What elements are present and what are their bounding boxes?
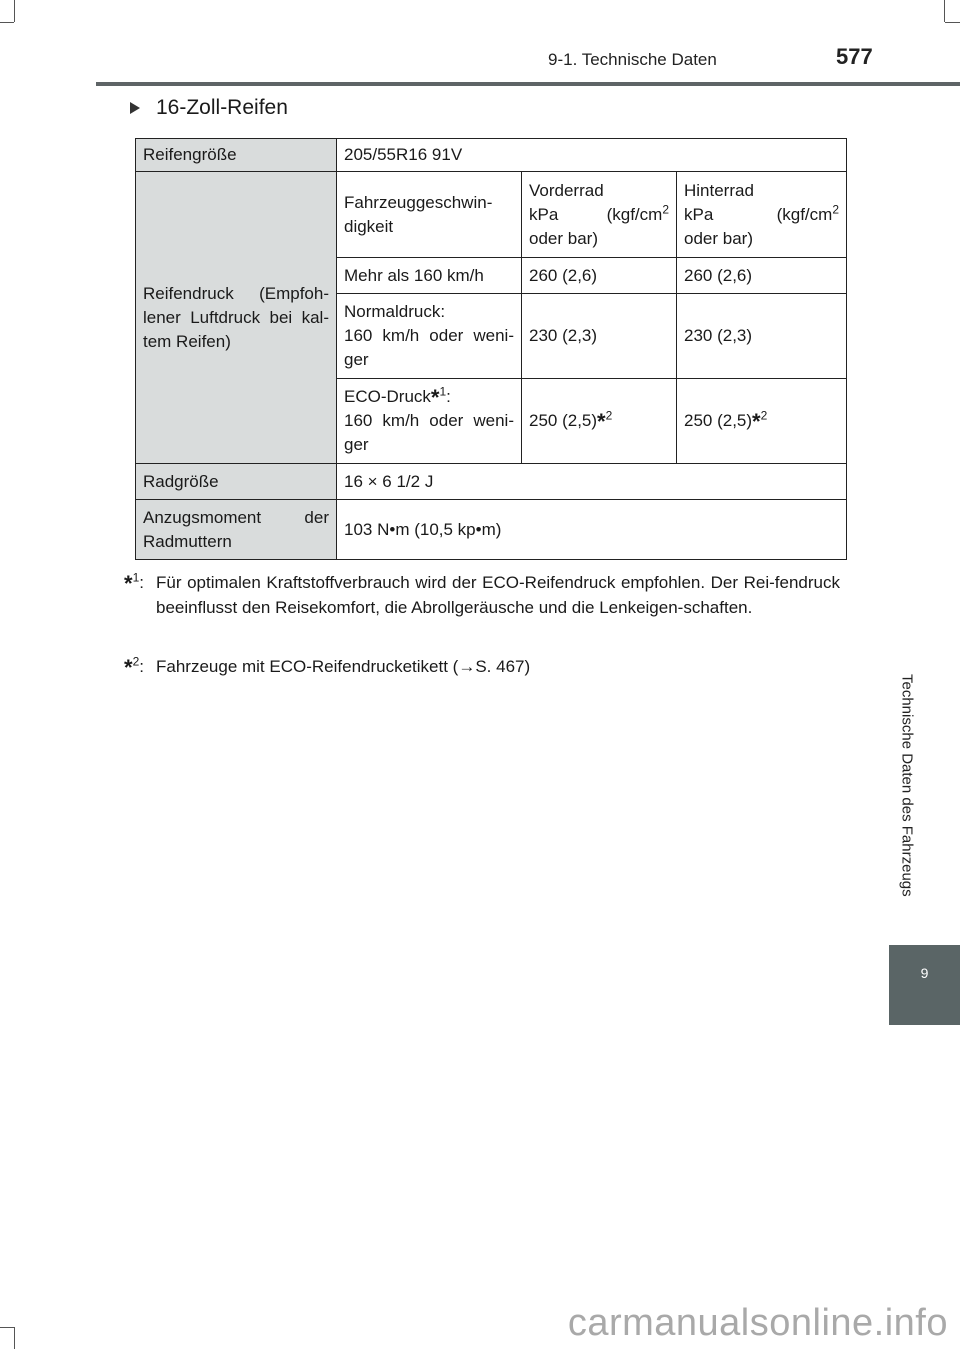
column-header-front: Vorderrad kPa ($kgf/cm^2$ oder bar) [522,172,677,258]
row-front-pressure: 250 (2,5)*$^2$ [522,379,677,464]
table-row [136,172,847,258]
wheel-size-label: Radgröße [136,464,337,500]
header-section-title: 9-1. Technische Daten [548,50,717,69]
tire-size-label: Reifengröße [136,139,337,172]
crop-mark [14,0,15,22]
row-rear-pressure: 250 (2,5)*$^2$ [677,379,847,464]
table-row [136,464,847,500]
tire-size-value: 205/55R16 91V [337,139,847,172]
header-rule [96,82,960,86]
crop-mark [0,1327,14,1328]
tire-pressure-label: Reifendruck (Empfoh-lener Luftdruck bei kal-tem Reifen) [136,172,337,464]
row-front-pressure: 260 (2,6) [522,258,677,294]
crop-mark [944,0,945,22]
tire-spec-table [135,138,847,560]
row-front-pressure: 230 (2,3) [522,294,677,379]
table-row [136,139,847,172]
row-rear-pressure: 260 (2,6) [677,258,847,294]
page-number: 577 [836,44,873,69]
chapter-tab: 9 [889,945,960,1025]
row-speed: Normaldruck: 160 km/h oder weni-ger [337,294,522,379]
wheel-size-value: 16 × 6 1/2 J [337,464,847,500]
section-heading-text: 16-Zoll-Reifen [156,96,288,119]
section-heading [130,96,288,120]
crop-mark [945,22,960,23]
row-rear-pressure: 230 (2,3) [677,294,847,379]
torque-label: Anzugsmoment der Radmuttern [136,500,337,560]
column-header-speed: Fahrzeuggeschwin-digkeit [337,172,522,258]
row-speed: Mehr als 160 km/h [337,258,522,294]
crop-mark [0,22,14,23]
triangle-bullet-icon [130,102,140,114]
watermark: carmanualsonline.info [567,1302,948,1344]
column-header-rear: Hinterrad kPa ($kgf/cm^2$ oder bar) [677,172,847,258]
row-speed: ECO-Druck*$^1$: 160 km/h oder weni-ger [337,379,522,464]
crop-mark [14,1327,15,1349]
table-row [136,500,847,560]
footnote-2: *$^2$: Fahrzeuge mit ECO-Reifendrucketikett (→S. 467) [124,654,531,680]
torque-value: 103 N•m (10,5 kp•m) [337,500,847,560]
side-chapter-label: Technische Daten des Fahrzeugs [898,673,916,897]
footnote-1: *$^1$: Für optimalen Kraftstoffverbrauch wird der ECO-Reifendruck empfohlen. Der Rei-fendruck beeinflusst den Reisekomfort, die Abrollgeräusche und die Lenkeigen-schaften. [124,570,840,617]
